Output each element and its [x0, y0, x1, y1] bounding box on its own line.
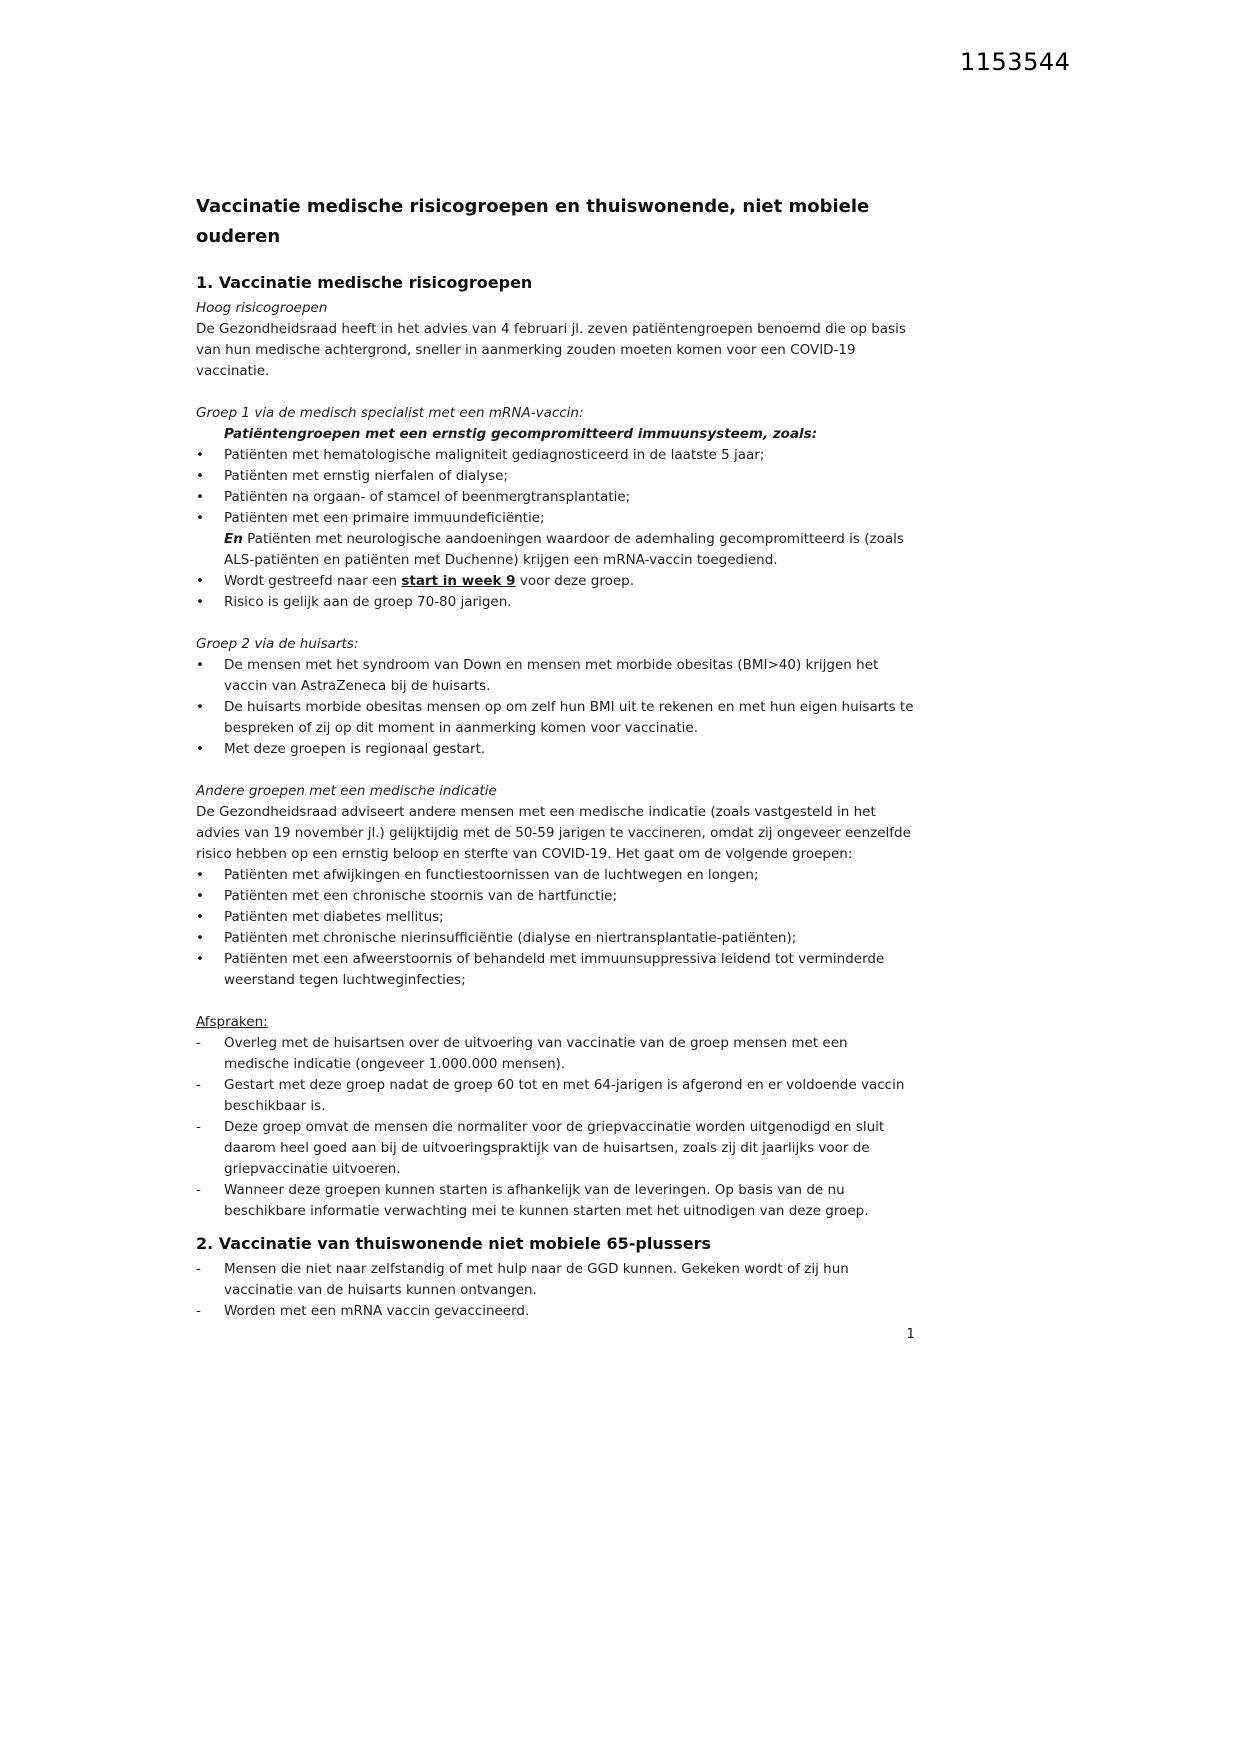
list-item-text: Deze groep omvat de mensen die normaliter voor de griepvaccinatie worden uitgenodigd en sluit daarom heel goed aan bij de uitvoeringspraktijk van de huisartsen, zoals zij dit jaarlijks voor de griepvaccinatie uitvoeren. — [224, 1119, 885, 1177]
dash-icon: - — [196, 1119, 201, 1135]
andere-groepen-intro: De Gezondheidsraad adviseert andere mensen met een medische indicatie (zoals vastgesteld in het advies van 19 november jl.) gelijktijdig met de 50-59 jarigen te vaccineren, omdat zij ongeveer eenzelfde risico hebben op een ernstig beloop en sterfte van COVID-19. Het gaat om de volgende groepen: — [196, 804, 911, 862]
list-item-text: Met deze groepen is regionaal gestart. — [224, 741, 486, 757]
list-item — [196, 928, 915, 949]
list-item-text: Patiënten met een afweerstoornis of behandeld met immuunsuppressiva leidend tot verminderde weerstand tegen luchtweginfecties; — [224, 951, 885, 988]
list-item — [196, 697, 915, 739]
dash-icon: - — [196, 1035, 201, 1051]
list-item-text: De mensen met het syndroom van Down en mensen met morbide obesitas (BMI>40) krijgen het vaccin van AstraZeneca bij de huisarts. — [224, 657, 879, 694]
list-item — [196, 445, 915, 466]
page-number: 1 — [906, 1326, 915, 1342]
list-item-text: Worden met een mRNA vaccin gevaccineerd. — [224, 1303, 530, 1319]
list-item-text: Patiënten na orgaan- of stamcel of beenmergtransplantatie; — [224, 489, 631, 505]
list-item — [196, 571, 915, 592]
dash-icon: - — [196, 1261, 201, 1277]
list-item-text: Patiënten met een primaire immuundeficiëntie; — [224, 510, 545, 526]
list-item — [196, 886, 915, 907]
bullet-icon: • — [196, 888, 204, 904]
week-text-pre: Wordt gestreefd naar een — [224, 573, 402, 589]
en-label: En — [224, 531, 243, 547]
list-item — [196, 1180, 915, 1222]
list-item-text: Risico is gelijk aan de groep 70-80 jarigen. — [224, 594, 512, 610]
list-item — [196, 739, 915, 760]
list-item-text: Patiënten met hematologische maligniteit gediagnosticeerd in de laatste 5 jaar; — [224, 447, 765, 463]
document-number: 1153544 — [960, 48, 1071, 76]
section-1-intro: De Gezondheidsraad heeft in het advies van 4 februari jl. zeven patiëntengroepen benoemd die op basis van hun medische achtergrond, sneller in aanmerking zouden moeten komen voor een COVID-19 vaccinatie. — [196, 321, 906, 379]
list-item-text: Wanneer deze groepen kunnen starten is afhankelijk van de leveringen. Op basis van de nu beschikbare informatie verwachting mei te kunnen starten met het uitnodigen van deze groep. — [224, 1182, 869, 1219]
list-item-text: Patiënten met een chronische stoornis van de hartfunctie; — [224, 888, 617, 904]
list-item — [196, 487, 915, 508]
list-item-text: Overleg met de huisartsen over de uitvoering van vaccinatie van de groep mensen met een medische indicatie (ongeveer 1.000.000 mensen). — [224, 1035, 848, 1072]
bullet-icon: • — [196, 573, 204, 589]
list-item — [196, 1075, 915, 1117]
en-text: Patiënten met neurologische aandoeningen waardoor de ademhaling gecompromitteerd is (zoals ALS-patiënten en patiënten met Duchenne) krijgen een mRNA-vaccin toegediend. — [224, 531, 904, 568]
list-item-text: Patiënten met ernstig nierfalen of dialyse; — [224, 468, 508, 484]
list-item — [196, 1033, 915, 1075]
en-paragraph — [224, 529, 915, 571]
list-item — [196, 466, 915, 487]
section-1-heading: 1. Vaccinatie medische risicogroepen — [196, 273, 533, 292]
list-item — [196, 907, 915, 928]
label-hoog-risicogroepen: Hoog risicogroepen — [196, 300, 328, 316]
document-content — [196, 192, 915, 1322]
bullet-icon: • — [196, 468, 204, 484]
list-item-text: Gestart met deze groep nadat de groep 60 tot en met 64-jarigen is afgerond en er voldoende vaccin beschikbaar is. — [224, 1077, 905, 1114]
label-groep-2: Groep 2 via de huisarts: — [196, 636, 359, 652]
bullet-icon: • — [196, 951, 204, 967]
label-andere-groepen: Andere groepen met een medische indicatie — [196, 783, 497, 799]
label-afspraken: Afspraken: — [196, 1014, 268, 1030]
list-item-text: Patiënten met afwijkingen en functiestoornissen van de luchtwegen en longen; — [224, 867, 759, 883]
bullet-icon: • — [196, 699, 204, 715]
document-title: Vaccinatie medische risicogroepen en thuiswonende, niet mobiele ouderen — [196, 196, 870, 247]
list-item — [196, 1117, 915, 1180]
list-item — [196, 508, 915, 529]
list-item — [196, 655, 915, 697]
bullet-icon: • — [196, 867, 204, 883]
bullet-icon: • — [196, 909, 204, 925]
dash-icon: - — [196, 1303, 201, 1319]
list-item-text: Patiënten met diabetes mellitus; — [224, 909, 444, 925]
list-item — [196, 865, 915, 886]
list-item-text: De huisarts morbide obesitas mensen op om zelf hun BMI uit te rekenen en met hun eigen huisarts te bespreken of zij op dit moment in aanmerking komen voor vaccinatie. — [224, 699, 914, 736]
bullet-icon: • — [196, 489, 204, 505]
dash-icon: - — [196, 1077, 201, 1093]
list-item — [196, 1301, 915, 1322]
groep-1-subheading: Patiëntengroepen met een ernstig gecompromitteerd immuunsysteem, zoals: — [224, 426, 818, 442]
bullet-icon: • — [196, 741, 204, 757]
bullet-icon: • — [196, 447, 204, 463]
label-groep-1: Groep 1 via de medisch specialist met een mRNA-vaccin: — [196, 405, 584, 421]
list-item — [196, 949, 915, 991]
list-item-text: Mensen die niet naar zelfstandig of met hulp naar de GGD kunnen. Gekeken wordt of zij hun vaccinatie van de huisarts kunnen ontvangen. — [224, 1261, 849, 1298]
list-item — [196, 592, 915, 613]
list-item-text: Patiënten met chronische nierinsufficiëntie (dialyse en niertransplantatie-patiënten); — [224, 930, 797, 946]
bullet-icon: • — [196, 510, 204, 526]
section-2-heading: 2. Vaccinatie van thuiswonende niet mobiele 65-plussers — [196, 1234, 712, 1253]
dash-icon: - — [196, 1182, 201, 1198]
bullet-icon: • — [196, 657, 204, 673]
list-item-text — [224, 571, 915, 592]
week-highlight: start in week 9 — [401, 573, 516, 589]
bullet-icon: • — [196, 930, 204, 946]
list-item — [196, 1259, 915, 1301]
bullet-icon: • — [196, 594, 204, 610]
week-text-post: voor deze groep. — [515, 573, 635, 589]
